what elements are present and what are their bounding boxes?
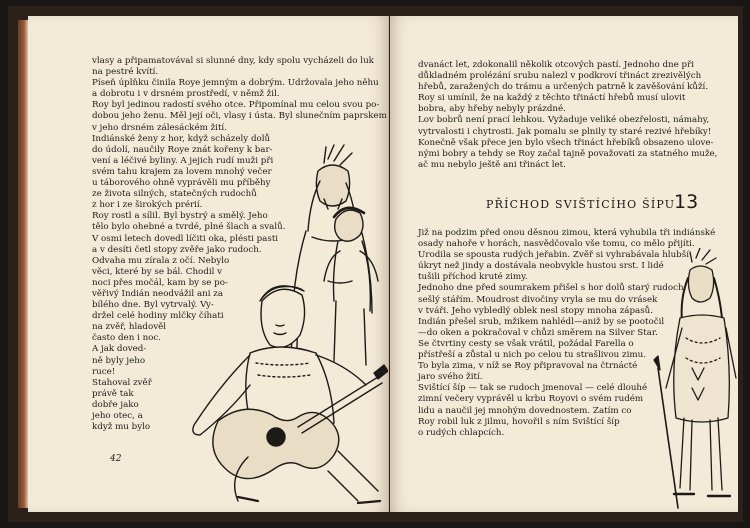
text-line: Roy rostl a sílil. Byl bystrý a smělý. Jeho xyxy=(92,211,268,222)
text-line: V osmi letech dovedl líčiti oka, plésti pasti xyxy=(92,233,279,244)
text-line: Konečně však přece jen bylo všech třináct hřebíků obsazeno ulove- xyxy=(418,137,714,148)
text-line: ze života silných, statečných rudochů xyxy=(92,189,257,200)
text-line: vlasy a připamatovával si slunné dny, kdy spolu vycházeli do luk xyxy=(92,56,374,66)
text-line: —do oken a pokračoval v chůzi směrem na Silver Star. xyxy=(418,327,658,338)
text-line: nými bobry a tehdy se Roy začal tajně považovati za statného muže, xyxy=(418,148,718,159)
text-line: zimní večery vyprávěl u krbu Royovi o svém rudém xyxy=(418,394,644,405)
text-line: na zvěř, hladověl xyxy=(92,322,167,333)
text-line: ně byly jeho xyxy=(92,355,146,366)
open-book xyxy=(8,6,743,522)
guitar-boy-illustration xyxy=(178,141,388,511)
chapter-number: 13 xyxy=(674,191,699,213)
book-cover-edge xyxy=(18,20,28,508)
text-line: Urodila se spousta rudých jeřabin. Zvěř si vyhrabávala hlubší xyxy=(418,250,689,261)
text-line: bobra, aby hřeby nebyly prázdné. xyxy=(418,104,566,115)
text-line: a dobrotu i v drsném prostředí, v němž žil. xyxy=(92,89,280,100)
text-line: bílého dne. Byl vytrvalý. Vy- xyxy=(92,300,214,311)
text-line: v tváři. Jeho vybledlý oblek nesl stopy mnoha zápasů. xyxy=(418,305,654,316)
text-line: dvanáct let, zdokonalil několik otcových pastí. Jednoho dne při xyxy=(418,60,695,70)
text-line: u táborového ohně vyprávěli mu příběhy xyxy=(92,178,271,189)
text-line: Indiánské ženy z hor, když scházely dolů xyxy=(92,133,271,144)
text-line: ač mu nebylo ještě ani třináct let. xyxy=(418,159,566,170)
text-line: do údolí, naučily Roye znát kořeny k bar- xyxy=(92,144,273,155)
text-line: a v desíti četl stopy zvěře jako rudoch. xyxy=(92,244,262,255)
text-line: důkladném prolézání srubu nalezl v podkroví třináct zrezivělých xyxy=(418,71,702,82)
text-line: svém tahu krajem za lovem mnohý večer xyxy=(92,166,272,177)
text-line: Stahoval zvěř xyxy=(92,377,152,388)
text-line: osady nahoře v horách, nasvědčovalo vše tomu, co mělo přijíti. xyxy=(418,239,695,250)
left-page xyxy=(28,16,389,512)
text-line: Roy byl jedinou radostí svého otce. Připomínal mu celou svou po- xyxy=(92,100,380,111)
right-page-top-text xyxy=(418,60,717,171)
text-line: na pestré kvítí. xyxy=(92,67,159,78)
text-line: když mu bylo xyxy=(92,422,151,433)
text-line: vení a léčivé byliny. A jejich rudí muži při xyxy=(92,155,274,166)
text-line: To byla zima, v níž se Roy připravoval na čtrnácté xyxy=(418,361,638,372)
text-line: úkryt než jindy a dostávala neobvykle hustou srst. I lidé xyxy=(418,261,664,272)
text-line: Roy robil luk z jilmu, hovořil s ním Svištící šíp xyxy=(418,416,620,427)
text-line: věci, které by se bál. Chodil v xyxy=(92,266,223,277)
indian-warrior-illustration xyxy=(652,248,738,512)
text-line: dobře jako xyxy=(92,399,139,410)
text-line: často den i noc. xyxy=(92,333,162,344)
text-line: ruce! xyxy=(92,366,116,377)
chapter-title: PŘÍCHOD SVIŠTÍCÍHO ŠÍPU xyxy=(486,198,676,211)
text-line: v jeho drsném zálesáckém žití. xyxy=(92,122,227,133)
text-line: z hor i ze širokých prérií. xyxy=(92,200,203,211)
text-line: noci přes močál, kam by se po- xyxy=(92,277,228,288)
right-page xyxy=(390,16,738,512)
text-line: Indián přešel srub, mžikem nahlédl—aniž by se pootočil xyxy=(418,316,665,327)
text-line: věřivý Indián neodvážil ani za xyxy=(92,288,224,299)
text-line: Svištící šíp — tak se rudoch jmenoval — celé dlouhé xyxy=(418,383,648,394)
text-line: Lov bobrů není prací lehkou. Vyžaduje veliké obezřelosti, námahy, xyxy=(418,115,710,126)
page-number: 42 xyxy=(110,454,122,464)
text-line: Již na podzim před onou děsnou zimou, která vyhubila tři indiánské xyxy=(418,228,716,238)
text-line: Jednoho dne před soumrakem přišel s hor dolů starý rudoch, xyxy=(418,283,687,294)
text-line: tělo bylo ohebné a tvrdé, plné šlach a svalů. xyxy=(92,222,286,233)
text-line: Píseň úplňku činila Roye jemným a dobrým. Udržovala jeho něhu xyxy=(92,78,379,89)
text-line: přístřeší a zůstal u nich po celou tu strašlivou zimu. xyxy=(418,350,646,361)
text-line: sešlý stářím. Moudrost divočiny vryla se mu do vrásek xyxy=(418,294,658,305)
text-line: Odvaha mu zírala z očí. Nebylo xyxy=(92,255,230,266)
text-line: dobou jeho ženu. Měl její oči, vlasy i ústa. Byl slunečním paprskem xyxy=(92,111,387,122)
text-line: A jak doved- xyxy=(92,344,147,355)
text-line: lidu a naučil jej mnohým dovednostem. Zatím co xyxy=(418,405,632,416)
text-line: Roy si umínil, že na každý z těchto třináctí hřebů musí ulovit xyxy=(418,93,686,104)
text-line: držel celé hodiny mlčky číhati xyxy=(92,311,224,322)
text-line: tušili příchod kruté zimy. xyxy=(418,272,528,283)
text-line: jeho otec, a xyxy=(92,411,143,421)
text-line: o rudých chlapcích. xyxy=(418,427,505,438)
text-line: vytrvalosti i chytrosti. Jak pomalu se plnily ty staré rezivé hřebíky! xyxy=(418,126,712,137)
text-line: právě tak xyxy=(92,388,134,399)
text-line: Se čtvrtiny cesty se však vrátil, požádal Farella o xyxy=(418,338,634,349)
text-line: jaro svého žití. xyxy=(418,372,483,383)
text-line: hřebů, zaražených do trámu a určených patrně k zavěšování kůží. xyxy=(418,82,709,93)
